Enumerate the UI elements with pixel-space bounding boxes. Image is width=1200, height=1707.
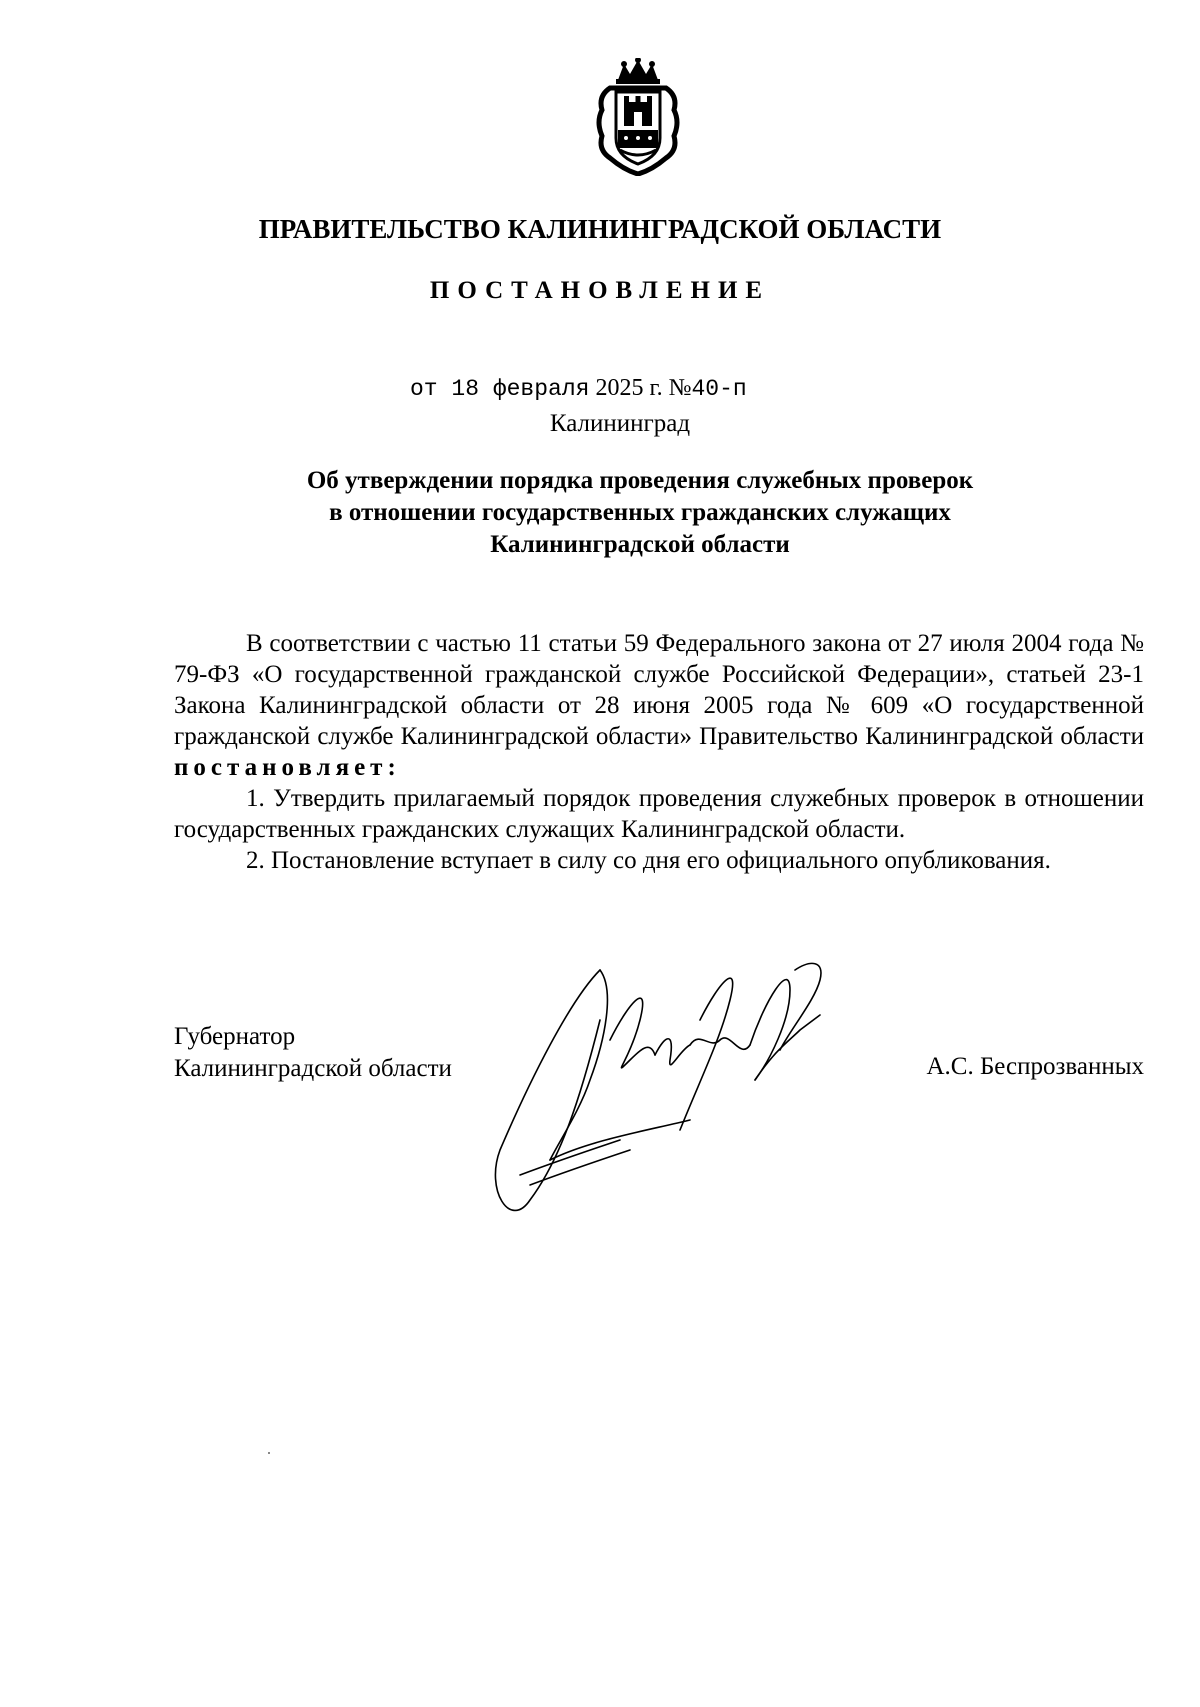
signer-name: А.С. Беспрозванных: [926, 1053, 1144, 1080]
coat-of-arms-icon: [590, 58, 686, 176]
date-number-line: [410, 375, 747, 402]
heading-line-3: Калининградской области: [490, 531, 790, 558]
preamble-text: В соответствии с частью 11 статьи 59 Федерального закона от 27 июля 2004 года № 79-ФЗ «О государственной гражданской службе Российской Федерации», статьей 23-1 Закона Калининградской области от 28 июня 2005 года № 609 «О государственной гражданской службе Калининградской области» Правительство Калининградской области: [174, 630, 1144, 750]
document-kind: ПОСТАНОВЛЕНИЕ: [429, 277, 771, 304]
position-line-1: Губернатор: [174, 1023, 296, 1050]
city: Калининград: [549, 410, 691, 437]
document-number: 40-п: [691, 376, 747, 402]
position-line-2: Калининградской области: [174, 1055, 452, 1082]
handwritten-signature-icon: [490, 960, 880, 1230]
decree-word: постановляет:: [174, 754, 401, 781]
heading-line-1: Об утверждении порядка проведения служебных проверок: [306, 467, 974, 494]
signer-position: [174, 1021, 452, 1085]
document-body: [174, 628, 1144, 876]
number-sign: №: [668, 375, 692, 401]
item-1: 1. Утвердить прилагаемый порядок проведения служебных проверок в отношении государственных гражданских служащих Калининградской области.: [174, 785, 1144, 843]
item-2: 2. Постановление вступает в силу со дня его официального опубликования.: [246, 847, 1051, 874]
scan-dot: [268, 1452, 270, 1454]
document-year: 2025 г.: [595, 375, 663, 401]
heading-line-2: в отношении государственных гражданских служащих: [329, 499, 951, 526]
document-heading: [200, 465, 1080, 561]
organization-title: ПРАВИТЕЛЬСТВО КАЛИНИНГРАДСКОЙ ОБЛАСТИ: [258, 214, 942, 244]
preamble-paragraph: [174, 628, 1144, 783]
document-date: от 18 февраля: [410, 376, 590, 402]
